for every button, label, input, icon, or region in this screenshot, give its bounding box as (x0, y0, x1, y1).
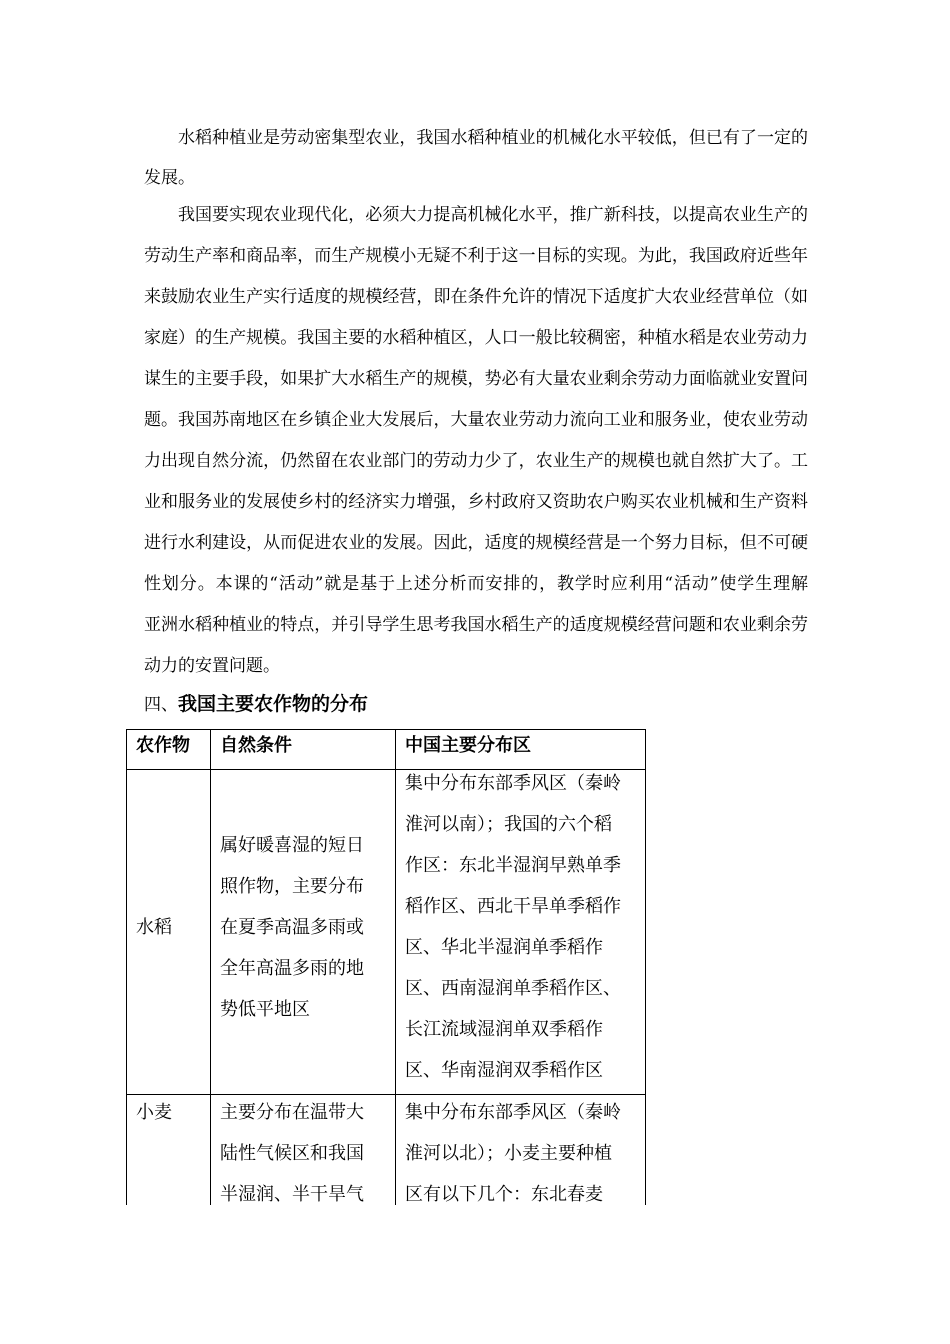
cell-line: 淮河以北）；小麦主要种植 (405, 1143, 612, 1164)
paragraph-line: 水稻种植业是劳动密集型农业，我国水稻种植业的机械化水平较低，但已有了一定的 (178, 128, 808, 148)
cell-line: 照作物，主要分布 (220, 876, 364, 897)
crop-name: 水稻 (136, 917, 172, 938)
section-title: 我国主要农作物的分布 (178, 693, 369, 715)
paragraph-line: 来鼓励农业生产实行适度的规模经营，即在条件允许的情况下适度扩大农业经营单位（如 (144, 287, 808, 307)
table-cell-condition (220, 825, 364, 1030)
paragraph-line: 谋生的主要手段，如果扩大水稻生产的规模，势必有大量农业剩余劳动力面临就业安置问 (144, 369, 808, 389)
header-crop: 农作物 (136, 735, 190, 756)
cell-line: 半湿润、半干旱气 (220, 1184, 364, 1205)
cell-line: 集中分布东部季风区（秦岭 (405, 773, 621, 794)
header-condition: 自然条件 (220, 735, 292, 756)
cell-line: 势低平地区 (220, 999, 310, 1020)
table-cell-region (405, 763, 621, 1091)
paragraph-1 (144, 126, 808, 190)
paragraph-line: 家庭）的生产规模。我国主要的水稻种植区，人口一般比较稠密，种植水稻是农业劳动力 (144, 328, 808, 348)
cell-line: 主要分布在温带大 (220, 1102, 364, 1123)
section-number: 四、 (144, 695, 178, 715)
cell-line: 作区：东北半湿润早熟单季 (405, 855, 621, 876)
header-region: 中国主要分布区 (405, 735, 531, 756)
table-cell-condition (220, 1092, 364, 1215)
cell-line: 区、华北半湿润单季稻作 (405, 937, 603, 958)
cell-line: 在夏季高温多雨或 (220, 917, 364, 938)
cell-line: 属好暖喜湿的短日 (220, 835, 364, 856)
cell-line: 淮河以南）；我国的六个稻 (405, 814, 612, 835)
paragraph-2 (144, 203, 808, 683)
paragraph-line: 性划分。本课的“活动”就是基于上述分析而安排的，教学时应利用“活动”使学生理解 (144, 574, 808, 594)
cell-line: 陆性气候区和我国 (220, 1143, 364, 1164)
paragraph-line: 业和服务业的发展使乡村的经济实力增强，乡村政府又资助农户购买农业机械和生产资料 (144, 492, 808, 512)
crop-distribution-table (126, 729, 646, 1205)
table-cell-crop (136, 907, 172, 948)
cell-line: 稻作区、西北干旱单季稻作 (405, 896, 621, 917)
paragraph-line: 题。我国苏南地区在乡镇企业大发展后，大量农业劳动力流向工业和服务业，使农业劳动 (144, 410, 808, 430)
cell-line: 区、西南湿润单季稻作区、 (405, 978, 621, 999)
paragraph-line: 我国要实现农业现代化，必须大力提高机械化水平，推广新科技，以提高农业生产的 (178, 205, 808, 225)
cell-line: 全年高温多雨的地 (220, 958, 364, 979)
cell-line: 长江流域湿润单双季稻作 (405, 1019, 603, 1040)
paragraph-line: 发展。 (144, 168, 195, 188)
paragraph-line: 亚洲水稻种植业的特点，并引导学生思考我国水稻生产的适度规模经营问题和农业剩余劳 (144, 615, 808, 635)
section-heading (144, 690, 368, 718)
paragraph-line: 动力的安置问题。 (144, 656, 280, 676)
table-column-divider (210, 730, 211, 1205)
paragraph-line: 进行水利建设，从而促进农业的发展。因此，适度的规模经营是一个努力目标，但不可硬 (144, 533, 808, 553)
crop-name: 小麦 (136, 1102, 172, 1123)
table-column-divider (395, 730, 396, 1205)
table-cell-crop (136, 1092, 172, 1133)
table-cell-region (405, 1092, 621, 1215)
paragraph-line: 力出现自然分流，仍然留在农业部门的劳动力少了，农业生产的规模也就自然扩大了。工 (144, 451, 808, 471)
paragraph-line: 劳动生产率和商品率，而生产规模小无疑不利于这一目标的实现。为此，我国政府近些年 (144, 246, 808, 266)
cell-line: 区有以下几个：东北春麦 (405, 1184, 603, 1205)
cell-line: 集中分布东部季风区（秦岭 (405, 1102, 621, 1123)
cell-line: 区、华南湿润双季稻作区 (405, 1060, 603, 1081)
